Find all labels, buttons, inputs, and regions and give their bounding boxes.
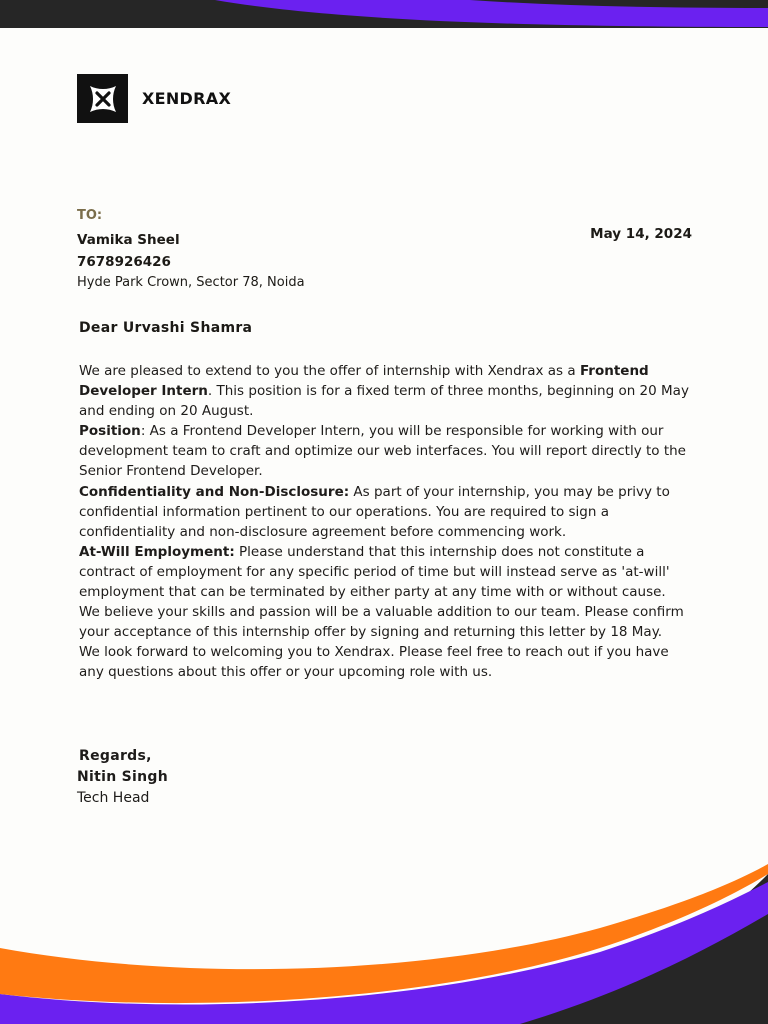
letter-body bbox=[79, 361, 691, 683]
closing-block bbox=[77, 746, 168, 809]
at-will-text: Please understand that this internship does not constitute a contract of employment for any specific period of time but will instead serve as 'at-will' employment that can be terminated by either party at any time with or without cause. bbox=[79, 543, 670, 601]
recipient-phone: 7678926426 bbox=[77, 254, 171, 270]
recipient-address: Hyde Park Crown, Sector 78, Noida bbox=[77, 275, 305, 290]
welcome-paragraph: We look forward to welcoming you to Xendrax. Please feel free to reach out if you have any questions about this offer or your upcoming role with us. bbox=[79, 644, 669, 681]
position-text: : As a Frontend Developer Intern, you will be responsible for working with our development team to craft and optimize our web interfaces. You will report directly to the Senior Frontend Developer. bbox=[79, 423, 686, 480]
offer-text: We are pleased to extend to you the offer of internship with Xendrax as a bbox=[79, 363, 580, 379]
to-label: TO: bbox=[77, 208, 103, 223]
header-decoration bbox=[0, 0, 768, 32]
signer-role: Tech Head bbox=[77, 790, 150, 806]
company-logo bbox=[77, 74, 231, 123]
position-title: Frontend Developer Intern bbox=[79, 363, 649, 400]
at-will-paragraph bbox=[79, 542, 691, 602]
recipient-name: Vamika Sheel bbox=[77, 232, 180, 248]
position-paragraph bbox=[79, 421, 691, 481]
signer-name: Nitin Singh bbox=[77, 769, 168, 785]
recipient-block bbox=[77, 229, 305, 294]
x-logo-icon bbox=[77, 74, 128, 123]
letter-date: May 14, 2024 bbox=[590, 226, 692, 242]
offer-term-text: . This position is for a fixed term of three months, beginning on 20 May and ending on 20 August. bbox=[79, 383, 689, 420]
confidentiality-text: As part of your internship, you may be privy to confidential information pertinent to our operations. You are required to sign a confidentiality and non-disclosure agreement before commencing work. bbox=[79, 483, 670, 540]
position-heading: Position bbox=[79, 423, 141, 440]
header-page-edge bbox=[0, 28, 768, 32]
footer-decoration bbox=[0, 844, 768, 1024]
company-name: XENDRAX bbox=[142, 89, 232, 108]
closing-regards: Regards, bbox=[79, 748, 152, 764]
confidentiality-paragraph bbox=[79, 482, 691, 542]
acceptance-paragraph: We believe your skills and passion will be a valuable addition to our team. Please confirm your acceptance of this internship offer by signing and returning this letter by 18 May. bbox=[79, 604, 684, 641]
salutation: Dear Urvashi Shamra bbox=[79, 320, 253, 336]
confidentiality-heading: Confidentiality and Non-Disclosure: bbox=[79, 483, 350, 500]
offer-paragraph bbox=[79, 361, 691, 421]
at-will-heading: At-Will Employment: bbox=[79, 543, 235, 560]
